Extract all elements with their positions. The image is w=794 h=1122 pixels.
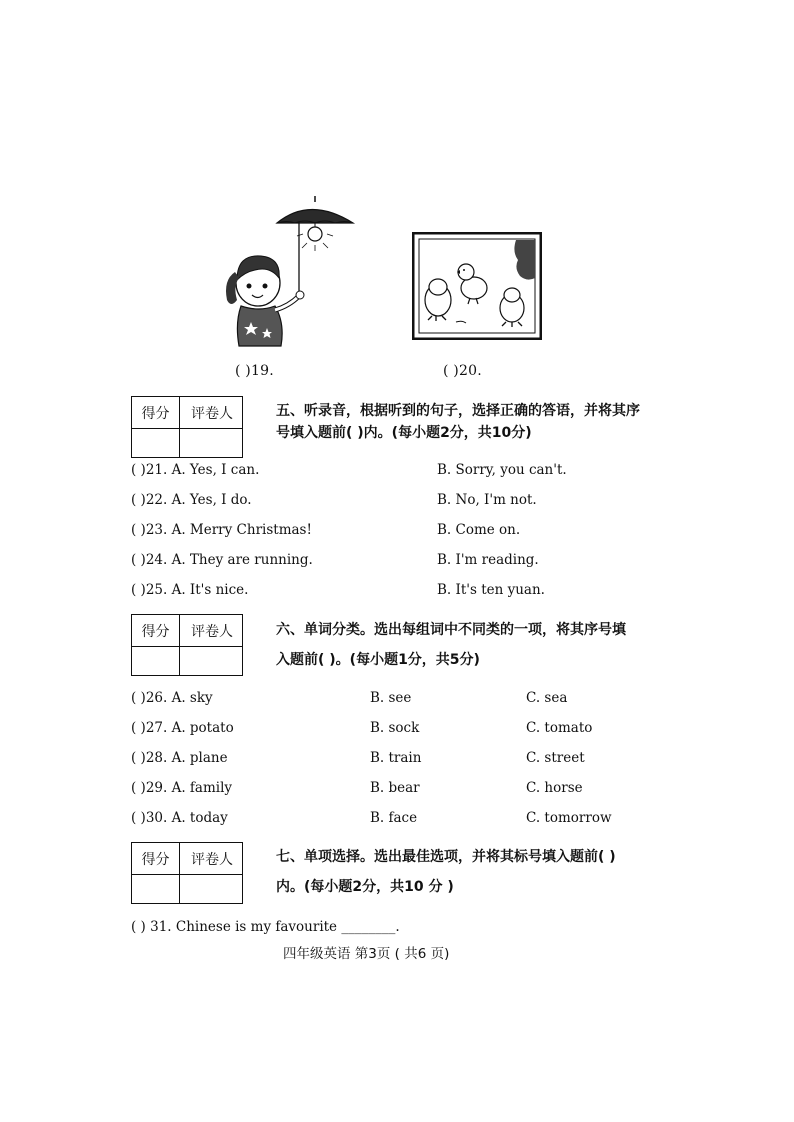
question-29-option-b: B. bear <box>370 780 420 796</box>
question-21-option-b: B. Sorry, you can't. <box>437 462 567 478</box>
score-label: 得分 <box>141 624 170 640</box>
question-21-option-a[interactable]: ( )21. A. Yes, I can. <box>131 462 260 478</box>
section6-title-line2: 入题前( )。(每小题1分，共5分) <box>276 652 480 668</box>
question-27-option-c: C. tomato <box>526 720 593 736</box>
question-24-option-a[interactable]: ( )24. A. They are running. <box>131 552 313 568</box>
question-29-option-c: C. horse <box>526 780 583 796</box>
question-30-option-c: C. tomorrow <box>526 810 612 826</box>
question-23-option-a[interactable]: ( )23. A. Merry Christmas! <box>131 522 312 538</box>
section6-title-line1: 六、单词分类。选出每组词中不同类的一项，将其序号填 <box>276 622 626 638</box>
score-box-section6 <box>131 614 243 676</box>
grader-label: 评卷人 <box>191 406 233 422</box>
score-box-section7 <box>131 842 243 904</box>
question-30-option-b: B. face <box>370 810 418 826</box>
question-23-option-b: B. Come on. <box>437 522 521 538</box>
section7-title-line1: 七、单项选择。选出最佳选项，并将其标号填入题前( ) <box>276 849 616 865</box>
question-25-option-a[interactable]: ( )25. A. It's nice. <box>131 582 249 598</box>
question-22-option-a[interactable]: ( )22. A. Yes, I do. <box>131 492 252 508</box>
q19-answer-paren[interactable]: ( )19. <box>235 363 274 379</box>
score-label: 得分 <box>141 852 170 868</box>
score-box-section5 <box>131 396 243 458</box>
grader-label: 评卷人 <box>191 852 233 868</box>
q20-answer-paren[interactable]: ( )20. <box>443 363 482 379</box>
question-24-option-b: B. I'm reading. <box>437 552 539 568</box>
question-27-option-a[interactable]: ( )27. A. potato <box>131 720 234 736</box>
section7-title-line2: 内。(每小题2分，共10 分 ) <box>276 879 454 895</box>
question-27-option-b: B. sock <box>370 720 420 736</box>
question-25-option-b: B. It's ten yuan. <box>437 582 545 598</box>
question-28-option-a[interactable]: ( )28. A. plane <box>131 750 228 766</box>
question-22-option-b: B. No, I'm not. <box>437 492 537 508</box>
question-28-option-c: C. street <box>526 750 585 766</box>
section5-title-line1: 五、听录音，根据听到的句子，选择正确的答语，并将其序 <box>276 403 640 419</box>
question-28-option-b: B. train <box>370 750 422 766</box>
page-footer: 四年级英语 第3页 ( 共6 页) <box>283 946 450 962</box>
question-31[interactable]: ( ) 31. Chinese is my favourite ________. <box>131 919 400 935</box>
question-26-option-a[interactable]: ( )26. A. sky <box>131 690 213 706</box>
section5-title-line2: 号填入题前( )内。(每小题2分，共10分) <box>276 425 532 441</box>
question-30-option-a[interactable]: ( )30. A. today <box>131 810 228 826</box>
grader-label: 评卷人 <box>191 624 233 640</box>
score-label: 得分 <box>141 406 170 422</box>
question-26-option-c: C. sea <box>526 690 568 706</box>
question-26-option-b: B. see <box>370 690 412 706</box>
girl-umbrella-icon <box>215 188 365 353</box>
chicks-picture-icon <box>412 232 542 340</box>
question-29-option-a[interactable]: ( )29. A. family <box>131 780 233 796</box>
